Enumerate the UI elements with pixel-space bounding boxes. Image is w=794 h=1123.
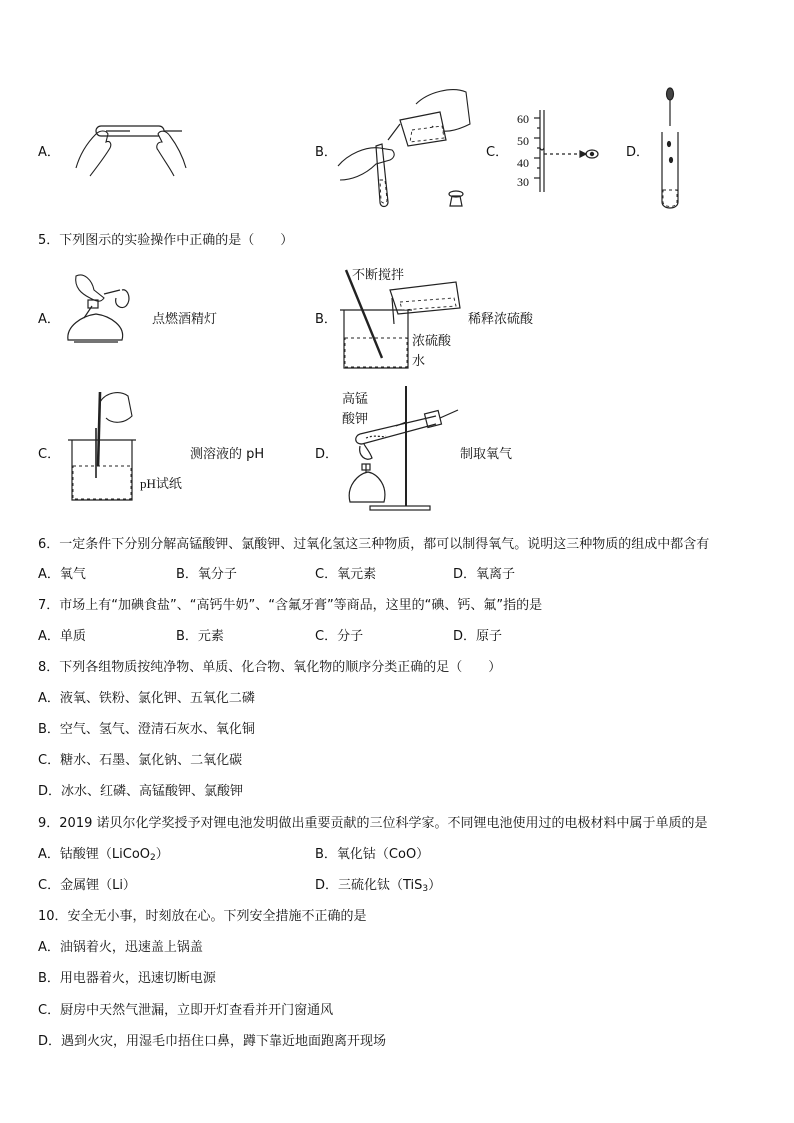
q10-option-d: D．遇到火灾，用湿毛巾捂住口鼻，蹲下靠近地面跑离开现场 <box>38 1034 387 1049</box>
cylinder-tick-30: 30 <box>517 175 529 189</box>
diluting-sulfuric-acid-illustration <box>336 268 466 374</box>
q6-option-d: D．氧离子 <box>453 567 516 582</box>
q8-stem: 8．下列各组物质按纯净物、单质、化合物、氧化物的顺序分类正确的足（ ） <box>38 660 502 675</box>
q8-option-a: A．液氧、铁粉、氯化钾、五氧化二磷 <box>38 691 255 706</box>
pouring-liquid-illustration <box>336 84 476 212</box>
q5-option-c-caption: 测溶液的 pH <box>190 447 265 462</box>
cylinder-tick-50: 50 <box>517 134 529 148</box>
q8-option-c: C．糖水、石墨、氯化钠、二氧化碳 <box>38 753 243 768</box>
q9-option-c: C．金属锂（Li） <box>38 878 136 893</box>
cylinder-tick-40: 40 <box>517 156 529 170</box>
option-letter: A． <box>38 145 60 160</box>
q5-option-a-caption: 点燃酒精灯 <box>152 312 218 327</box>
measuring-ph-illustration <box>66 388 142 506</box>
q5-option-c-letter: C． <box>38 447 61 462</box>
q5-option-b-stir-label: 不断搅拌 <box>352 268 405 283</box>
q6-option-c: C．氧元素 <box>315 567 377 582</box>
q8-option-d: D．冰水、红磷、高锰酸钾、氯酸钾 <box>38 784 244 799</box>
q5-option-c-paper-label: pH试纸 <box>140 476 182 491</box>
q5-stem: 5．下列图示的实验操作中正确的是（ ） <box>38 233 294 248</box>
q6-stem: 6．一定条件下分别分解高锰酸钾、氯酸钾、过氧化氢这三种物质，都可以制得氧气。说明这三种物质的组成中都含有 <box>38 537 710 552</box>
option-letter: C． <box>486 145 509 160</box>
q7-option-d: D．原子 <box>453 629 503 644</box>
option-letter: B． <box>315 145 337 160</box>
q6-option-a: A．氧气 <box>38 567 86 582</box>
q5-option-d-caption: 制取氧气 <box>460 447 513 462</box>
q7-option-a: A．单质 <box>38 629 86 644</box>
q9-stem: 9．2019 诺贝尔化学奖授予对锂电池发明做出重要贡献的三位科学家。不同锂电池使用过的电极材料中属于单质的是 <box>38 816 708 831</box>
q10-option-a: A．油锅着火，迅速盖上锅盖 <box>38 940 203 955</box>
dropper-test-tube-illustration <box>656 86 686 212</box>
q5-option-d-reagent-line1: 高锰 <box>342 392 369 407</box>
q9-option-d: D．三硫化钛（TiS$_3$） <box>315 878 442 894</box>
q7-option-c: C．分子 <box>315 629 364 644</box>
q9-option-b: B．氧化钴（CoO） <box>315 847 430 862</box>
q10-stem: 10．安全无小事，时刻放在心。下列安全措施不正确的是 <box>38 909 367 924</box>
heating-test-tube-hands-illustration <box>66 118 196 182</box>
q5-option-b-letter: B． <box>315 312 337 327</box>
q5-option-b-caption: 稀释浓硫酸 <box>468 312 534 327</box>
option-letter: D． <box>626 145 650 160</box>
q8-option-b: B．空气、氢气、澄清石灰水、氧化铜 <box>38 722 255 737</box>
q5-option-b-water-label: 水 <box>412 354 426 369</box>
q9-option-a: A．钴酸锂（LiCoO$_2$） <box>38 847 169 863</box>
q10-option-b: B．用电器着火，迅速切断电源 <box>38 971 216 986</box>
q5-option-d-letter: D． <box>315 447 339 462</box>
q5-option-b-acid-label: 浓硫酸 <box>412 334 452 349</box>
q10-option-c: C．厨房中天然气泄漏，立即开灯查看并开门窗通风 <box>38 1003 334 1018</box>
cylinder-tick-60: 60 <box>517 112 529 126</box>
q5-option-d-reagent-line2: 酸钾 <box>342 412 369 427</box>
q7-option-b: B．元素 <box>176 629 224 644</box>
q6-option-b: B．氧分子 <box>176 567 237 582</box>
q7-stem: 7．市场上有“加碘食盐”、“高钙牛奶”、“含氟牙膏”等商品，这里的“碘、钙、氟”指的是 <box>38 598 543 613</box>
lighting-alcohol-lamp-illustration <box>60 270 150 352</box>
q5-option-a-letter: A． <box>38 312 60 327</box>
